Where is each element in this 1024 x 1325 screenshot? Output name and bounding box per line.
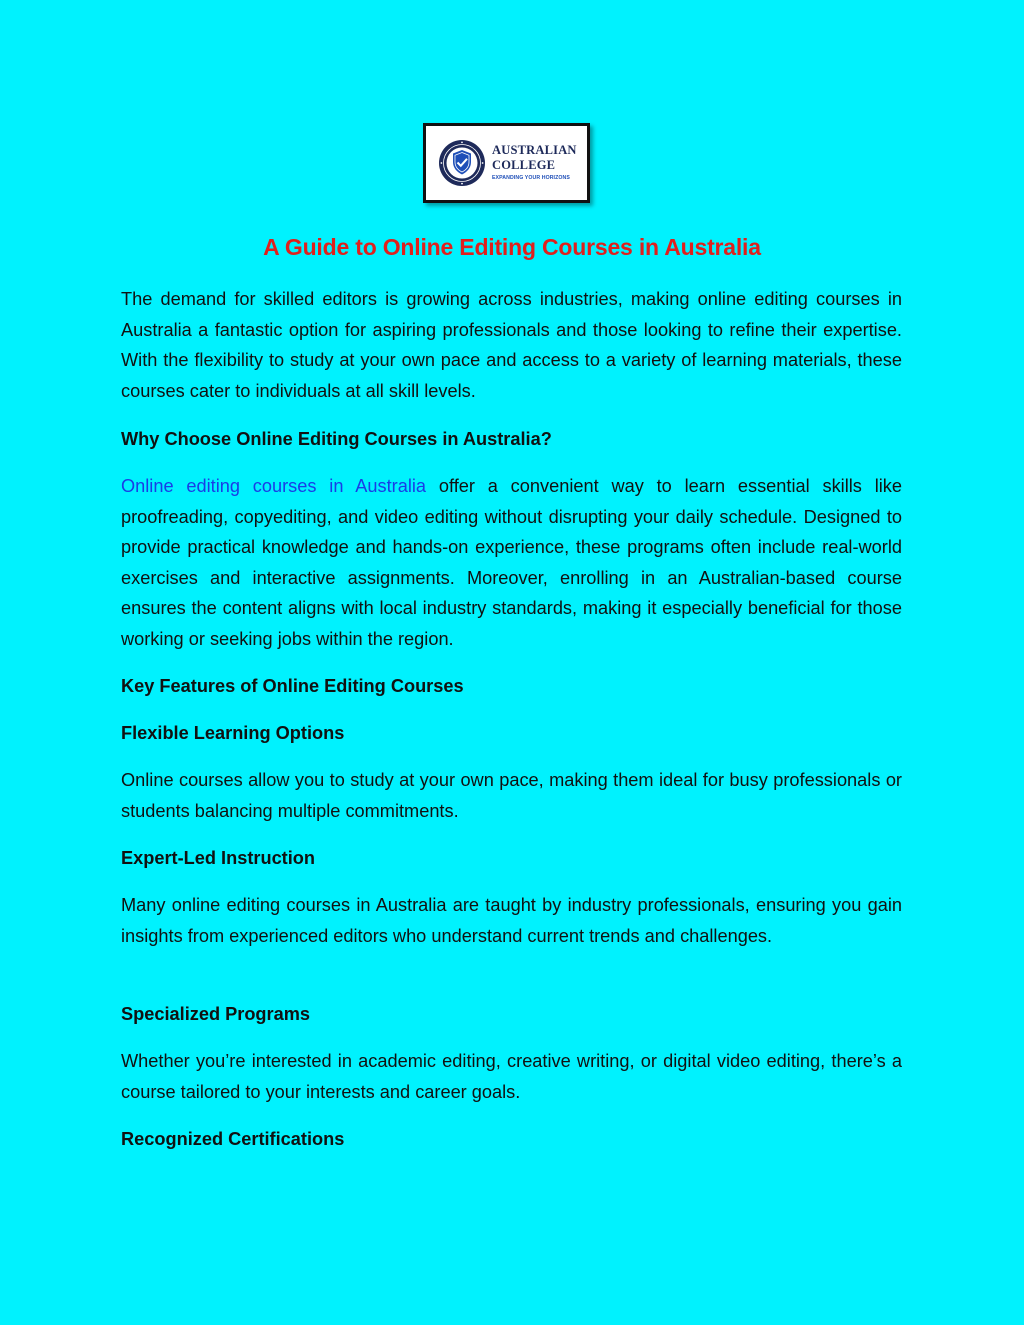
expert-section <box>121 843 902 873</box>
expert-heading: Expert-Led Instruction <box>121 848 316 868</box>
online-editing-courses-link[interactable]: Online editing courses in Australia <box>121 476 427 496</box>
features-heading-section <box>121 671 902 701</box>
certifications-heading: Recognized Certifications <box>121 1129 345 1149</box>
expert-body-section <box>121 890 902 951</box>
why-heading: Why Choose Online Editing Courses in Australia? <box>121 429 552 449</box>
shield-seal-icon <box>438 139 486 187</box>
specialized-section <box>121 999 902 1029</box>
logo-tagline: EXPANDING YOUR HORIZONS <box>492 175 570 182</box>
flexible-body-section <box>121 765 902 826</box>
logo-name-line2: COLLEGE <box>492 157 556 172</box>
flexible-heading: Flexible Learning Options <box>121 723 345 743</box>
why-paragraph-text: offer a convenient way to learn essential skills like proofreading, copyediting, and video editing without disrupting your daily schedule. Designed to provide practical knowledge and hands-on experience, these programs often include real-world exercises and interactive assignments. Moreover, enrolling in an Australian-based course ensures the content aligns with local industry standards, making it especially beneficial for those working or seeking jobs within the region. <box>121 476 902 649</box>
college-logo <box>423 123 590 203</box>
flexible-paragraph: Online courses allow you to study at your own pace, making them ideal for busy professionals or students balancing multiple commitments. <box>121 770 902 821</box>
specialized-heading: Specialized Programs <box>121 1004 311 1024</box>
why-paragraph <box>121 471 902 655</box>
flexible-section <box>121 718 902 748</box>
why-section <box>121 424 902 454</box>
certifications-section <box>121 1124 902 1154</box>
specialized-paragraph: Whether you’re interested in academic editing, creative writing, or digital video editing, there’s a course tailored to your interests and career goals. <box>121 1051 902 1102</box>
intro-section <box>121 284 902 406</box>
logo-name-line1: AUSTRALIAN <box>492 143 577 158</box>
intro-paragraph: The demand for skilled editors is growing across industries, making online editing courses in Australia a fantastic option for aspiring professionals and those looking to refine their expertise. With the flexibility to study at your own pace and access to a variety of learning materials, these courses cater to individuals at all skill levels. <box>121 289 902 401</box>
page-title: A Guide to Online Editing Courses in Australia <box>263 234 761 260</box>
logo-text <box>492 144 577 181</box>
why-body-section <box>121 471 902 655</box>
expert-paragraph: Many online editing courses in Australia are taught by industry professionals, ensuring you gain insights from experienced editors who understand current trends and challenges. <box>121 895 902 946</box>
features-heading: Key Features of Online Editing Courses <box>121 676 464 696</box>
specialized-body-section <box>121 1046 902 1107</box>
